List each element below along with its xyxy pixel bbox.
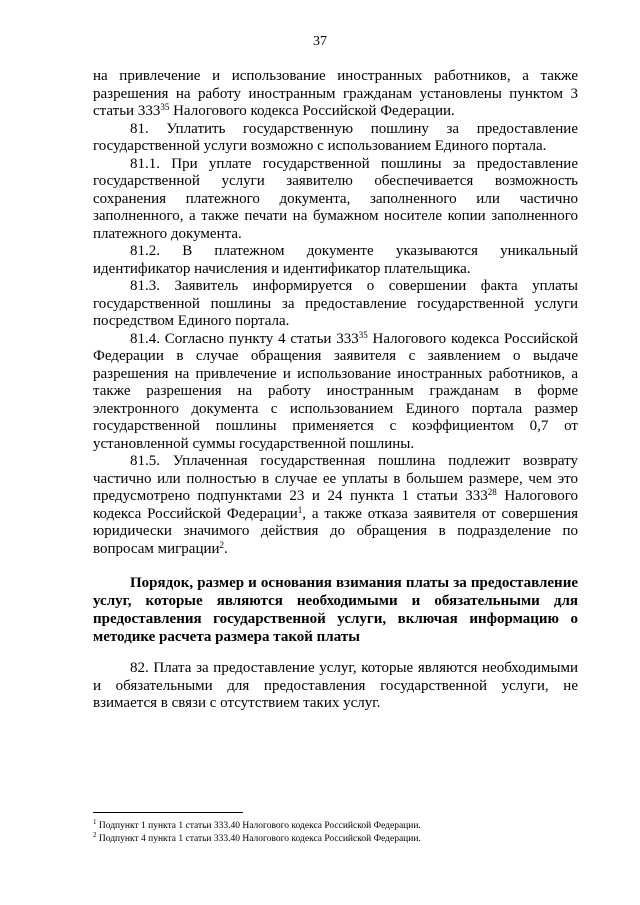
paragraph-81: 81. Уплатить государственную пошлину за предоставление государственной услуги возможно с использованием Единого портала.: [93, 120, 578, 154]
body-text: [93, 68, 578, 558]
paragraph-81-1: 81.1. При уплате государственной пошлины за предоставление государственной услуги заявителю обеспечивается возможность сохранения платежного документа, заполненного или частично заполненного, а также печати на бумажном носителе копии заполненного платежного документа.: [93, 155, 578, 242]
footnote-divider: [93, 812, 243, 813]
paragraph-continuation: на привлечение и использование иностранных работников, а также разрешения на работу иностранным гражданам установлены пунктом 3 статьи $333^{35}$ Налогового кодекса Российской Федерации.: [93, 68, 578, 119]
superscript: 35: [160, 102, 170, 112]
footnotes: [93, 820, 578, 846]
footnote-ref-1[interactable]: 1: [297, 504, 303, 515]
superscript: 28: [487, 487, 497, 497]
page-number: 37: [313, 34, 327, 49]
paragraph-81-5: 81.5. Уплаченная государственная пошлина подлежит возврату частично или полностью в случае ее уплаты в большем размере, чем это предусмотрено подпунктами 23 и 24 пункта 1 статьи $333^{28}$ Налогового кодекса Российской Федерации$^1$, а также отказа заявителя от совершения юридически значимого действия до обращения в подразделение по вопросам миграции$^2$.: [93, 453, 579, 557]
paragraph-81-2: 81.2. В платежном документе указываются уникальный идентификатор начисления и идентификатор плательщика.: [93, 243, 578, 277]
footnote-2: $^2$ Подпункт 4 пункта 1 статьи 333.40 Налогового кодекса Российской Федерации.: [93, 831, 421, 844]
paragraph-82: 82. Плата за предоставление услуг, которые являются необходимыми и обязательными для предоставления государственной услуги, не взимается в связи с отсутствием таких услуг.: [93, 660, 578, 711]
paragraph-81-4: 81.4. Согласно пункту 4 статьи $333^{35}$ Налогового кодекса Российской Федерации в случае обращения заявителя с заявлением о выдаче разрешения на привлечение и использование иностранных работников, а также разрешения на работу иностранным гражданам в форме электронного документа с использованием Единого портала размер государственной пошлины применяется с коэффициентом 0,7 от установленной суммы государственной пошлины.: [93, 329, 578, 452]
section-heading: Порядок, размер и основания взимания платы за предоставление услуг, которые являются необходимыми и обязательными для предоставления государственной услуги, включая информацию о методике расчета размера такой платы: [93, 575, 578, 645]
footnote-1: $^1$ Подпункт 1 пункта 1 статьи 333.40 Налогового кодекса Российской Федерации.: [93, 818, 421, 831]
paragraph-81-3: 81.3. Заявитель информируется о совершении факта уплаты государственной пошлины за предоставление государственной услуги посредством Единого портала.: [93, 278, 578, 329]
superscript: 35: [358, 329, 368, 340]
footnote-ref-2[interactable]: 2: [219, 539, 225, 550]
